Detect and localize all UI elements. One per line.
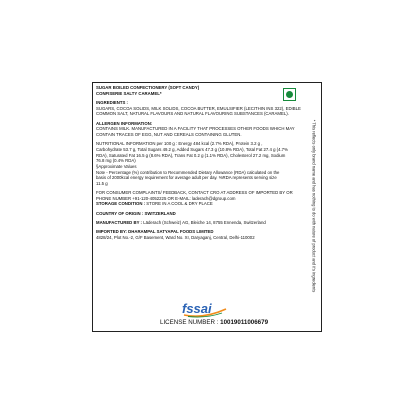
ingredients-line: SUGARS, COCOA SOLIDS, MILK SOLIDS, COCOA BUTTER, EMULSIFIER (LECITHIN INS 322), EDIBLE <box>96 105 301 111</box>
license-number <box>160 319 268 326</box>
origin-value: SWITZERLAND <box>143 210 176 216</box>
license-label: LICENSE NUMBER : <box>160 319 221 326</box>
rda-note: 11.5 g <box>96 180 108 186</box>
nutrition-line: RDA), Saturated Fat 16.5 g (8.6% RDA), Trans Fat 0.2 g (1.1% RDA), Cholesterol 27.2 mg, Sodium <box>96 152 286 158</box>
nutrition-line: NUTRITIONAL INFORMATION per 100 g : Energy 484 kcal (2.7% RDA), Protein 3.2 g , <box>96 141 263 147</box>
manufacturer-value: Läderach (Schweiz) AG, Bleiche 14, 8755 Ennenda, Switzerland <box>142 220 266 225</box>
complaints-line: PHONE NUMBER +91-120-4052225 OR E-MAIL: laderach@dgroup.com <box>96 195 236 201</box>
importer-address: 4828/24, Plot No.-2, G/F Basement, Ward No. XI, Daryaganj, Central, Delhi-110002 <box>96 234 255 240</box>
nutrition-line: 76.8 mg (0.4% RDA) <box>96 158 136 164</box>
imported-by: IMPORTED BY: DHARAMPAL SATYAPAL FOODS LIMITED <box>96 229 214 235</box>
product-name: SUGAR BOILED CONFECTIONERY (SOFT CANDY) <box>96 85 200 90</box>
brand-disclaimer-text: * This reflects only brand name and has nothing to do with nature of product and it's ingredients <box>311 119 317 293</box>
rda-note: Note - Percentage (%) contribution to Recommended Dietary Allowance (RDA) calculated on the <box>96 169 280 175</box>
approx-values-line: §Approximate Values <box>96 163 137 169</box>
storage-value: STORE IN A COOL & DRY PLACE <box>145 201 213 207</box>
origin-label: COUNTRY OF ORIGIN : <box>96 210 144 216</box>
storage-label: STORAGE CONDITION : <box>96 201 146 207</box>
license-value: 10019011006679 <box>220 319 269 326</box>
complaints-line: FOR CONSUMER COMPLAINTS/ FEEDBACK, CONTACT CRO AT ADDRESS OF IMPORTED BY OR <box>96 190 293 196</box>
allergen-line: CONTAIN TRACES OF EGG, NUT AND CEREALS CONTAINING GLUTEN. <box>96 131 242 137</box>
manufacturer-label: MANUFACTURED BY : <box>96 220 142 225</box>
ingredients-line: COMMON SALT, NATURAL FLAVOURS AND NATURAL FLAVOURING SUBSTANCES (CARAMEL). <box>96 111 289 117</box>
nutrition-line: Carbohydrate 53.7 g, Total Sugars 49.2 g, Added Sugars 47.3 g (10.8% RDA), Total Fat 27.4 g (4.7% <box>96 146 288 152</box>
ingredients-heading: INGREDIENTS : <box>96 99 128 105</box>
product-label-panel <box>92 82 322 332</box>
brand-line: CONFISERIE SALTY CARAMEL* <box>96 90 162 96</box>
fssai-logo-icon <box>180 300 232 318</box>
green-veg-mark-icon <box>283 88 296 101</box>
allergen-heading: ALLERGEN INFORMATION: <box>96 120 153 126</box>
fssai-logo-text: fssai <box>182 301 212 316</box>
brand-disclaimer <box>311 88 317 324</box>
allergen-line: CONTAINS MILK. MANUFACTURED IN A FACILITY THAT PROCESSES OTHER FOODS WHICH MAY <box>96 126 295 132</box>
rda-note: basis of 2000kcal energy requirement for average adult per day. %RDA represents serving size <box>96 175 277 181</box>
label-text <box>96 85 308 241</box>
veg-dot <box>286 91 293 98</box>
